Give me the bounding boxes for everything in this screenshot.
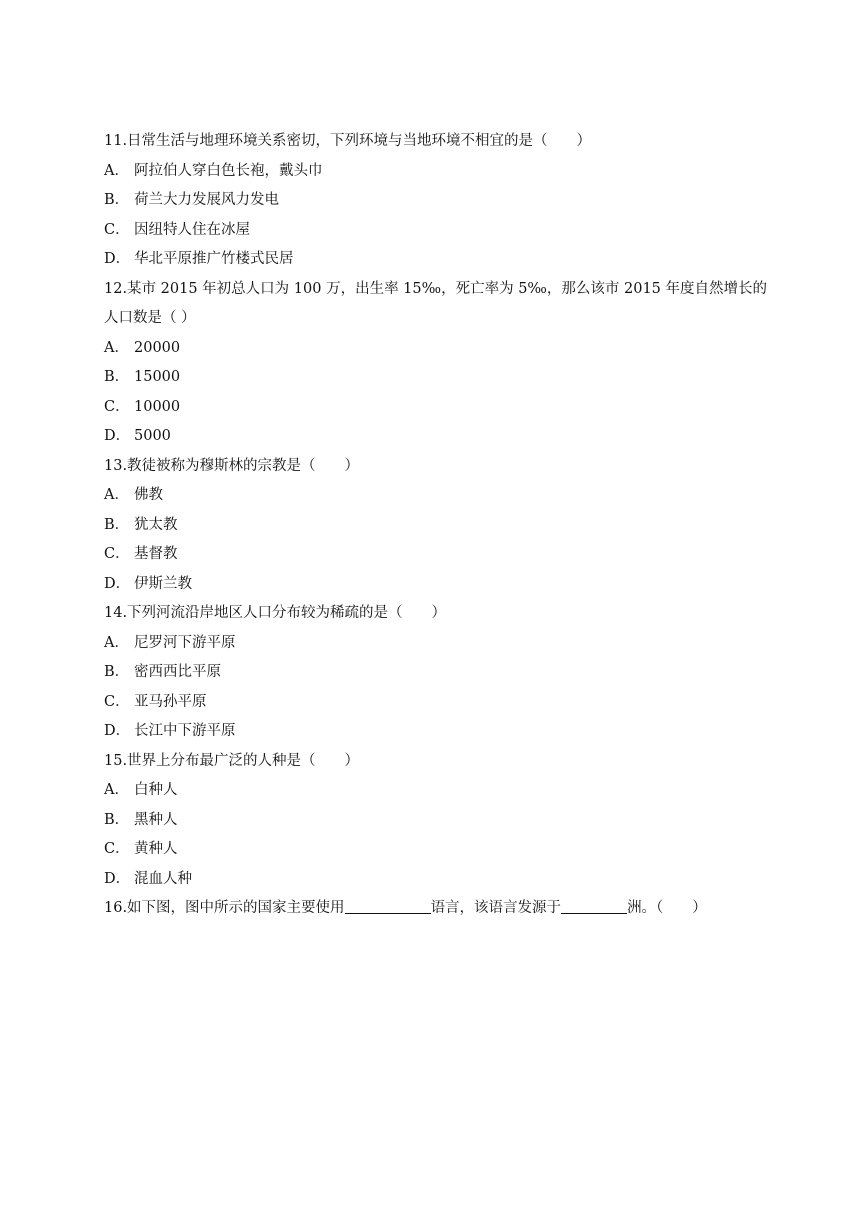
answer-option bbox=[104, 422, 764, 452]
answer-option bbox=[104, 334, 764, 364]
option-letter: D． bbox=[104, 575, 131, 592]
question-16 bbox=[104, 894, 764, 924]
option-text: 佛教 bbox=[134, 487, 163, 503]
answer-option bbox=[104, 186, 764, 216]
option-text: 15000 bbox=[134, 369, 181, 385]
option-text: 白种人 bbox=[134, 782, 178, 798]
option-text: 基督教 bbox=[134, 546, 178, 562]
option-text: 长江中下游平原 bbox=[134, 723, 236, 739]
question-stem: 14.下列河流沿岸地区人口分布较为稀疏的是（ ） bbox=[104, 605, 447, 621]
answer-option bbox=[104, 393, 764, 423]
option-letter: A． bbox=[104, 339, 129, 356]
option-letter: A． bbox=[104, 782, 129, 798]
option-text: 亚马孙平原 bbox=[134, 693, 207, 710]
option-text: 5000 bbox=[134, 428, 171, 444]
question-stem: 13.教徒被称为穆斯林的宗教是（ ） bbox=[104, 457, 360, 474]
option-text: 密西西比平原 bbox=[134, 664, 221, 680]
question-stem: 15.世界上分布最广泛的人种是（ ） bbox=[104, 752, 360, 769]
question-stem: 11.日常生活与地理环境关系密切，下列环境与当地环境不相宜的是（ ） bbox=[104, 133, 592, 149]
option-text: 犹太教 bbox=[134, 516, 178, 533]
answer-option bbox=[104, 245, 764, 275]
question-14 bbox=[104, 599, 764, 747]
answer-option bbox=[104, 570, 764, 600]
question-13 bbox=[104, 452, 764, 600]
question-15 bbox=[104, 747, 764, 895]
option-letter: B． bbox=[104, 516, 130, 533]
option-letter: B． bbox=[104, 811, 130, 828]
option-letter: D． bbox=[104, 723, 131, 739]
option-text: 阿拉伯人穿白色长袍，戴头巾 bbox=[134, 162, 323, 179]
question-stem: 人口数是（ ） bbox=[104, 310, 196, 326]
option-letter: B． bbox=[104, 192, 130, 208]
option-letter: D． bbox=[104, 428, 131, 444]
option-letter: A． bbox=[104, 487, 129, 503]
fill-blank-continent bbox=[561, 897, 627, 914]
option-text: 混血人种 bbox=[134, 870, 192, 887]
option-text: 华北平原推广竹楼式民居 bbox=[134, 251, 294, 267]
question-16-text-1: 16.如下图，图中所示的国家主要使用 bbox=[104, 900, 345, 916]
option-letter: B． bbox=[104, 369, 130, 385]
answer-option bbox=[104, 629, 764, 659]
option-text: 10000 bbox=[134, 398, 181, 415]
answer-option bbox=[104, 865, 764, 895]
question-12 bbox=[104, 275, 767, 452]
option-letter: D． bbox=[104, 251, 131, 267]
option-letter: D． bbox=[104, 870, 131, 887]
option-text: 尼罗河下游平原 bbox=[134, 634, 236, 651]
option-letter: C． bbox=[104, 693, 130, 710]
option-letter: C． bbox=[104, 398, 130, 415]
option-text: 因纽特人住在冰屋 bbox=[134, 221, 250, 238]
question-11 bbox=[104, 127, 764, 275]
question-16-text-2: 语言，该语言发源于 bbox=[430, 900, 562, 916]
answer-option bbox=[104, 806, 764, 836]
option-text: 伊斯兰教 bbox=[134, 575, 192, 592]
answer-option bbox=[104, 216, 764, 246]
answer-option bbox=[104, 688, 764, 718]
fill-blank-language bbox=[345, 897, 431, 914]
answer-option bbox=[104, 835, 764, 865]
option-letter: C． bbox=[104, 841, 130, 857]
answer-option bbox=[104, 363, 764, 393]
option-letter: B． bbox=[104, 664, 130, 680]
option-text: 20000 bbox=[134, 339, 181, 356]
question-stem: 12.某市 2015 年初总人口为 100 万，出生率 15‰，死亡率为 5‰，那么该市 2015 年度自然增长的 bbox=[104, 280, 767, 297]
option-text: 黑种人 bbox=[134, 811, 178, 828]
question-16-text-3: 洲。（ ） bbox=[627, 900, 707, 916]
question-list bbox=[104, 127, 767, 924]
option-letter: C． bbox=[104, 546, 130, 562]
option-text: 黄种人 bbox=[134, 841, 178, 857]
answer-option bbox=[104, 481, 764, 511]
option-letter: A． bbox=[104, 634, 129, 651]
answer-option bbox=[104, 511, 764, 541]
answer-option bbox=[104, 540, 764, 570]
option-text: 荷兰大力发展风力发电 bbox=[134, 192, 279, 208]
answer-option bbox=[104, 717, 764, 747]
option-letter: A． bbox=[104, 162, 129, 179]
answer-option bbox=[104, 157, 764, 187]
answer-option bbox=[104, 776, 764, 806]
answer-option bbox=[104, 658, 764, 688]
option-letter: C． bbox=[104, 221, 130, 238]
